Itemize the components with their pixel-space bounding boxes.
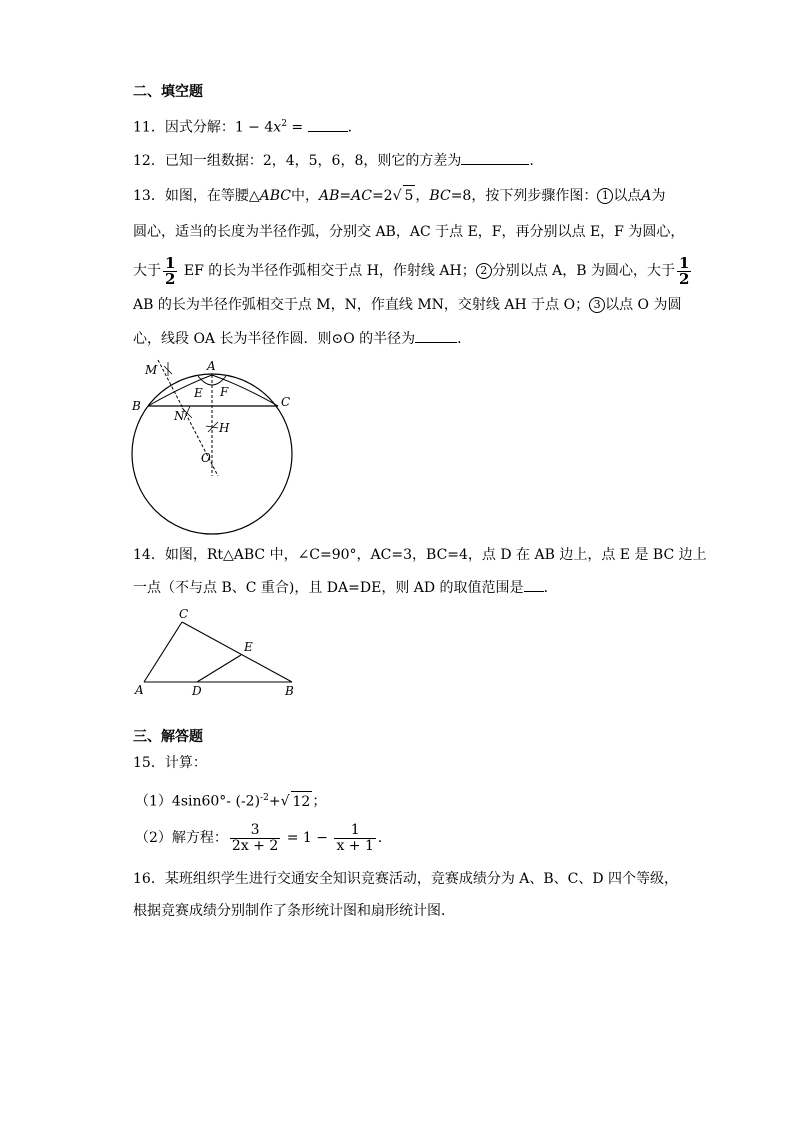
q11-tail: ． xyxy=(347,119,362,136)
section-heading-fill-in: 二、填空题 xyxy=(133,84,203,100)
question-15-part-1: （1）4sin60°- $(-2)^{-2}+√$ 12 ； xyxy=(135,788,326,812)
question-16-line-2: 根据竞赛成绩分别制作了条形统计图和扇形统计图． xyxy=(133,903,455,919)
q12-tail: . xyxy=(529,153,534,169)
q13-text: EF 的长为半径作弧相交于点 H，作射线 AH； xyxy=(179,263,476,279)
frac-num: 3 xyxy=(230,823,280,839)
q11-lead: 11．因式分解： xyxy=(133,119,235,136)
q13-text: 分别以点 A，B 为圆心，大于 xyxy=(491,263,676,279)
q13-text: 大于 xyxy=(133,263,161,279)
frac-den: 2 xyxy=(679,269,690,288)
q15-text: （1）4sin60°- (-2) xyxy=(135,793,261,810)
q15-text: ； xyxy=(312,793,327,810)
q13-text: ． xyxy=(457,331,472,347)
q13-text: 以点 xyxy=(613,188,642,204)
q13-a: A xyxy=(641,188,652,204)
q13-text: =8，按下列步骤作图： xyxy=(450,188,598,204)
question-13-line-2: 圆心，适当的长度为半径作弧，分别交 AB，AC 于点 E，F，再分别以点 E，F 为圆心， xyxy=(133,224,685,240)
answer-blank[interactable] xyxy=(308,117,348,132)
figure-14-triangle xyxy=(132,604,302,698)
fraction-3-over-2x2 xyxy=(230,823,280,854)
q13-ab: AB xyxy=(318,188,340,204)
question-16-line-1: 16．某班组织学生进行交通安全知识竞赛活动，竞赛成绩分为 A、B、C、D 四个等级， xyxy=(133,871,679,887)
q15-text: ． xyxy=(377,830,392,846)
label-e: E xyxy=(244,640,253,654)
q15-text: （2）解方程： xyxy=(135,830,228,846)
q15-text: + xyxy=(268,793,281,810)
side-cb xyxy=(182,622,292,682)
q13-text: AB 的长为半径作弧相交于点 M，N，作直线 MN，交射线 AH 于点 O； xyxy=(133,297,590,313)
label-c: C xyxy=(281,395,291,409)
frac-num: 1 xyxy=(165,253,176,272)
q13-text: 中， xyxy=(290,188,319,204)
q14-text: 一点（不与点 B、C 重合)，且 DA=DE，则 AD 的取值范围是 xyxy=(133,580,524,596)
segment-de xyxy=(197,655,241,682)
q13-sqrt-5: 5 xyxy=(403,185,416,206)
q13-text: 心，线段 OA 长为半径作圆．则⊙O 的半径为 xyxy=(133,331,416,347)
label-b: B xyxy=(285,684,294,698)
q13-text: =2 xyxy=(371,188,393,204)
figure-13-circle-construction xyxy=(128,354,308,536)
sqrt-12: 12 xyxy=(291,791,313,812)
frac-num: 1 xyxy=(334,823,375,839)
q13-text: 为 xyxy=(651,188,666,204)
section-heading-answers: 三、解答题 xyxy=(133,729,203,745)
q11-exp: 2 xyxy=(281,119,287,129)
frac-den: x + 1 xyxy=(336,837,374,854)
q13-text: = xyxy=(339,188,352,204)
frac-num: 1 xyxy=(679,253,690,272)
question-11 xyxy=(133,114,362,138)
question-13-line-1: 13．如图，在等腰△ABC中，AB=AC=2√ 5 ，BC=8，按下列步骤作图： 1 以点A为 xyxy=(133,185,665,206)
label-n: N xyxy=(174,409,185,423)
q13-ac: AC xyxy=(351,188,372,204)
question-13-line-4 xyxy=(133,295,681,315)
fraction-half xyxy=(163,253,177,288)
frac-den: 2 xyxy=(165,269,176,288)
label-e: E xyxy=(194,386,203,400)
q11-expr: 1 − 4 xyxy=(234,119,274,136)
label-d: D xyxy=(192,684,202,698)
q14-text: ． xyxy=(543,580,558,596)
question-15: 15．计算： xyxy=(133,755,207,771)
question-14-line-2 xyxy=(133,577,558,598)
question-13-line-3 xyxy=(133,254,693,288)
label-f: F xyxy=(220,385,229,399)
side-ac xyxy=(144,622,182,682)
q11-var: x xyxy=(273,119,282,136)
q13-text: ， xyxy=(415,188,430,204)
question-12 xyxy=(133,150,534,171)
fraction-half xyxy=(677,253,691,288)
step-2-marker: 2 xyxy=(476,263,492,279)
answer-blank[interactable] xyxy=(415,328,457,343)
label-m: M xyxy=(145,363,158,377)
question-13-line-5 xyxy=(133,328,471,349)
step-1-marker: 1 xyxy=(597,188,613,204)
label-o: O xyxy=(201,451,211,465)
frac-den: 2x + 2 xyxy=(231,837,279,854)
label-a: A xyxy=(135,683,144,697)
label-b: B xyxy=(132,399,141,413)
step-3-marker: 3 xyxy=(589,297,605,313)
answer-blank[interactable] xyxy=(524,577,544,592)
q15-exp: -2 xyxy=(260,793,269,803)
answer-blank[interactable] xyxy=(461,150,529,165)
q11-eq: = xyxy=(286,119,308,136)
q15-text: = 1 − xyxy=(282,830,333,846)
q13-text: 以点 O 为圆 xyxy=(605,297,682,313)
question-15-part-2 xyxy=(135,820,392,856)
question-14-line-1: 14．如图，Rt△ABC 中，∠C=90°，AC=3，BC=4，点 D 在 AB 边上，点 E 是 BC 边上 xyxy=(133,547,707,563)
q13-bc: BC xyxy=(429,188,451,204)
label-a: A xyxy=(207,359,216,373)
q13-abc: ABC xyxy=(259,188,291,204)
q12-text: 12．已知一组数据：2，4，5，6，8，则它的方差为 xyxy=(133,153,462,169)
label-c: C xyxy=(179,607,189,621)
fraction-1-over-x1 xyxy=(334,823,375,854)
label-h: H xyxy=(219,421,230,435)
q13-text: 13．如图，在等腰△ xyxy=(133,188,260,204)
